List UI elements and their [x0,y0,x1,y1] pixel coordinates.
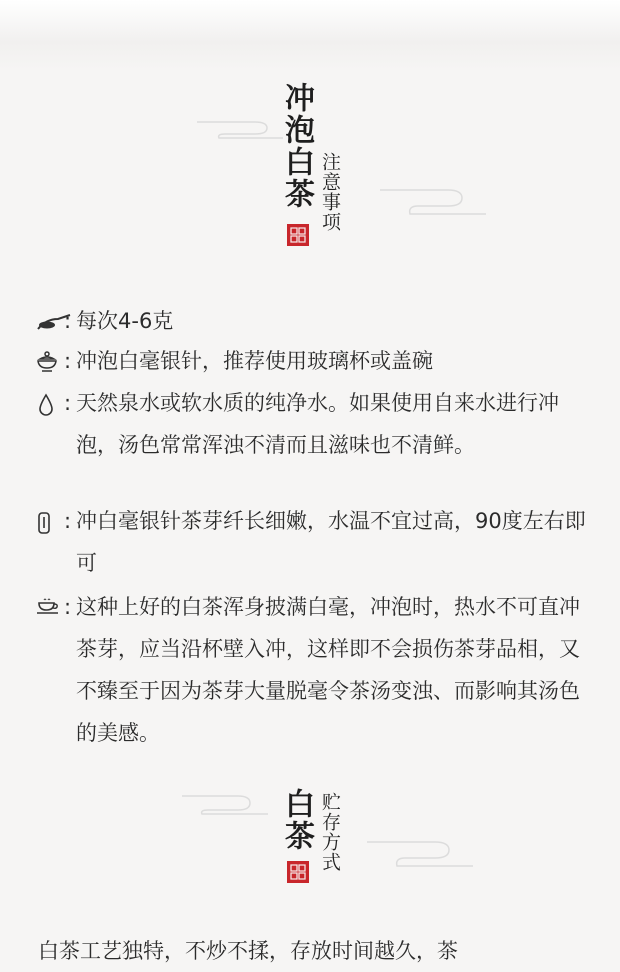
red-seal-icon [286,860,310,884]
section1-subtitle: 注意事项 [319,152,341,232]
cloud-decoration-icon [195,118,285,142]
item-text: 冲泡白毫银针，推荐使用玻璃杯或盖碗 [76,349,433,373]
item-text: 这种上好的白茶浑身披满白毫，冲泡时，热水不可直冲茶芽，应当沿杯壁入冲，这样即不会损伤茶芽品相，又不臻至于因为茶芽大量脱毫令茶汤变浊、而影响其汤色的美感。 [76,595,580,745]
section1-title: 冲泡白茶 [279,82,314,210]
section2-title: 白茶 [279,788,314,852]
item-text: 每次4-6克 [76,309,174,333]
item-text: 冲白毫银针茶芽纤长细嫩，水温不宜过高，90度左右即可 [76,509,586,575]
section2-subtitle: 贮存方式 [319,792,341,872]
storage-paragraph: 白茶工艺独特，不炒不揉，存放时间越久，茶 [38,939,458,963]
item-text: 天然泉水或软水质的纯净水。如果使用自来水进行冲泡，汤色常常浑浊不清而且滋味也不清鲜。 [76,391,559,457]
cloud-decoration-icon [180,792,270,818]
top-mist-background [0,0,620,70]
cloud-decoration-icon [378,186,488,220]
cloud-decoration-icon [365,838,475,872]
red-seal-icon [286,223,310,247]
